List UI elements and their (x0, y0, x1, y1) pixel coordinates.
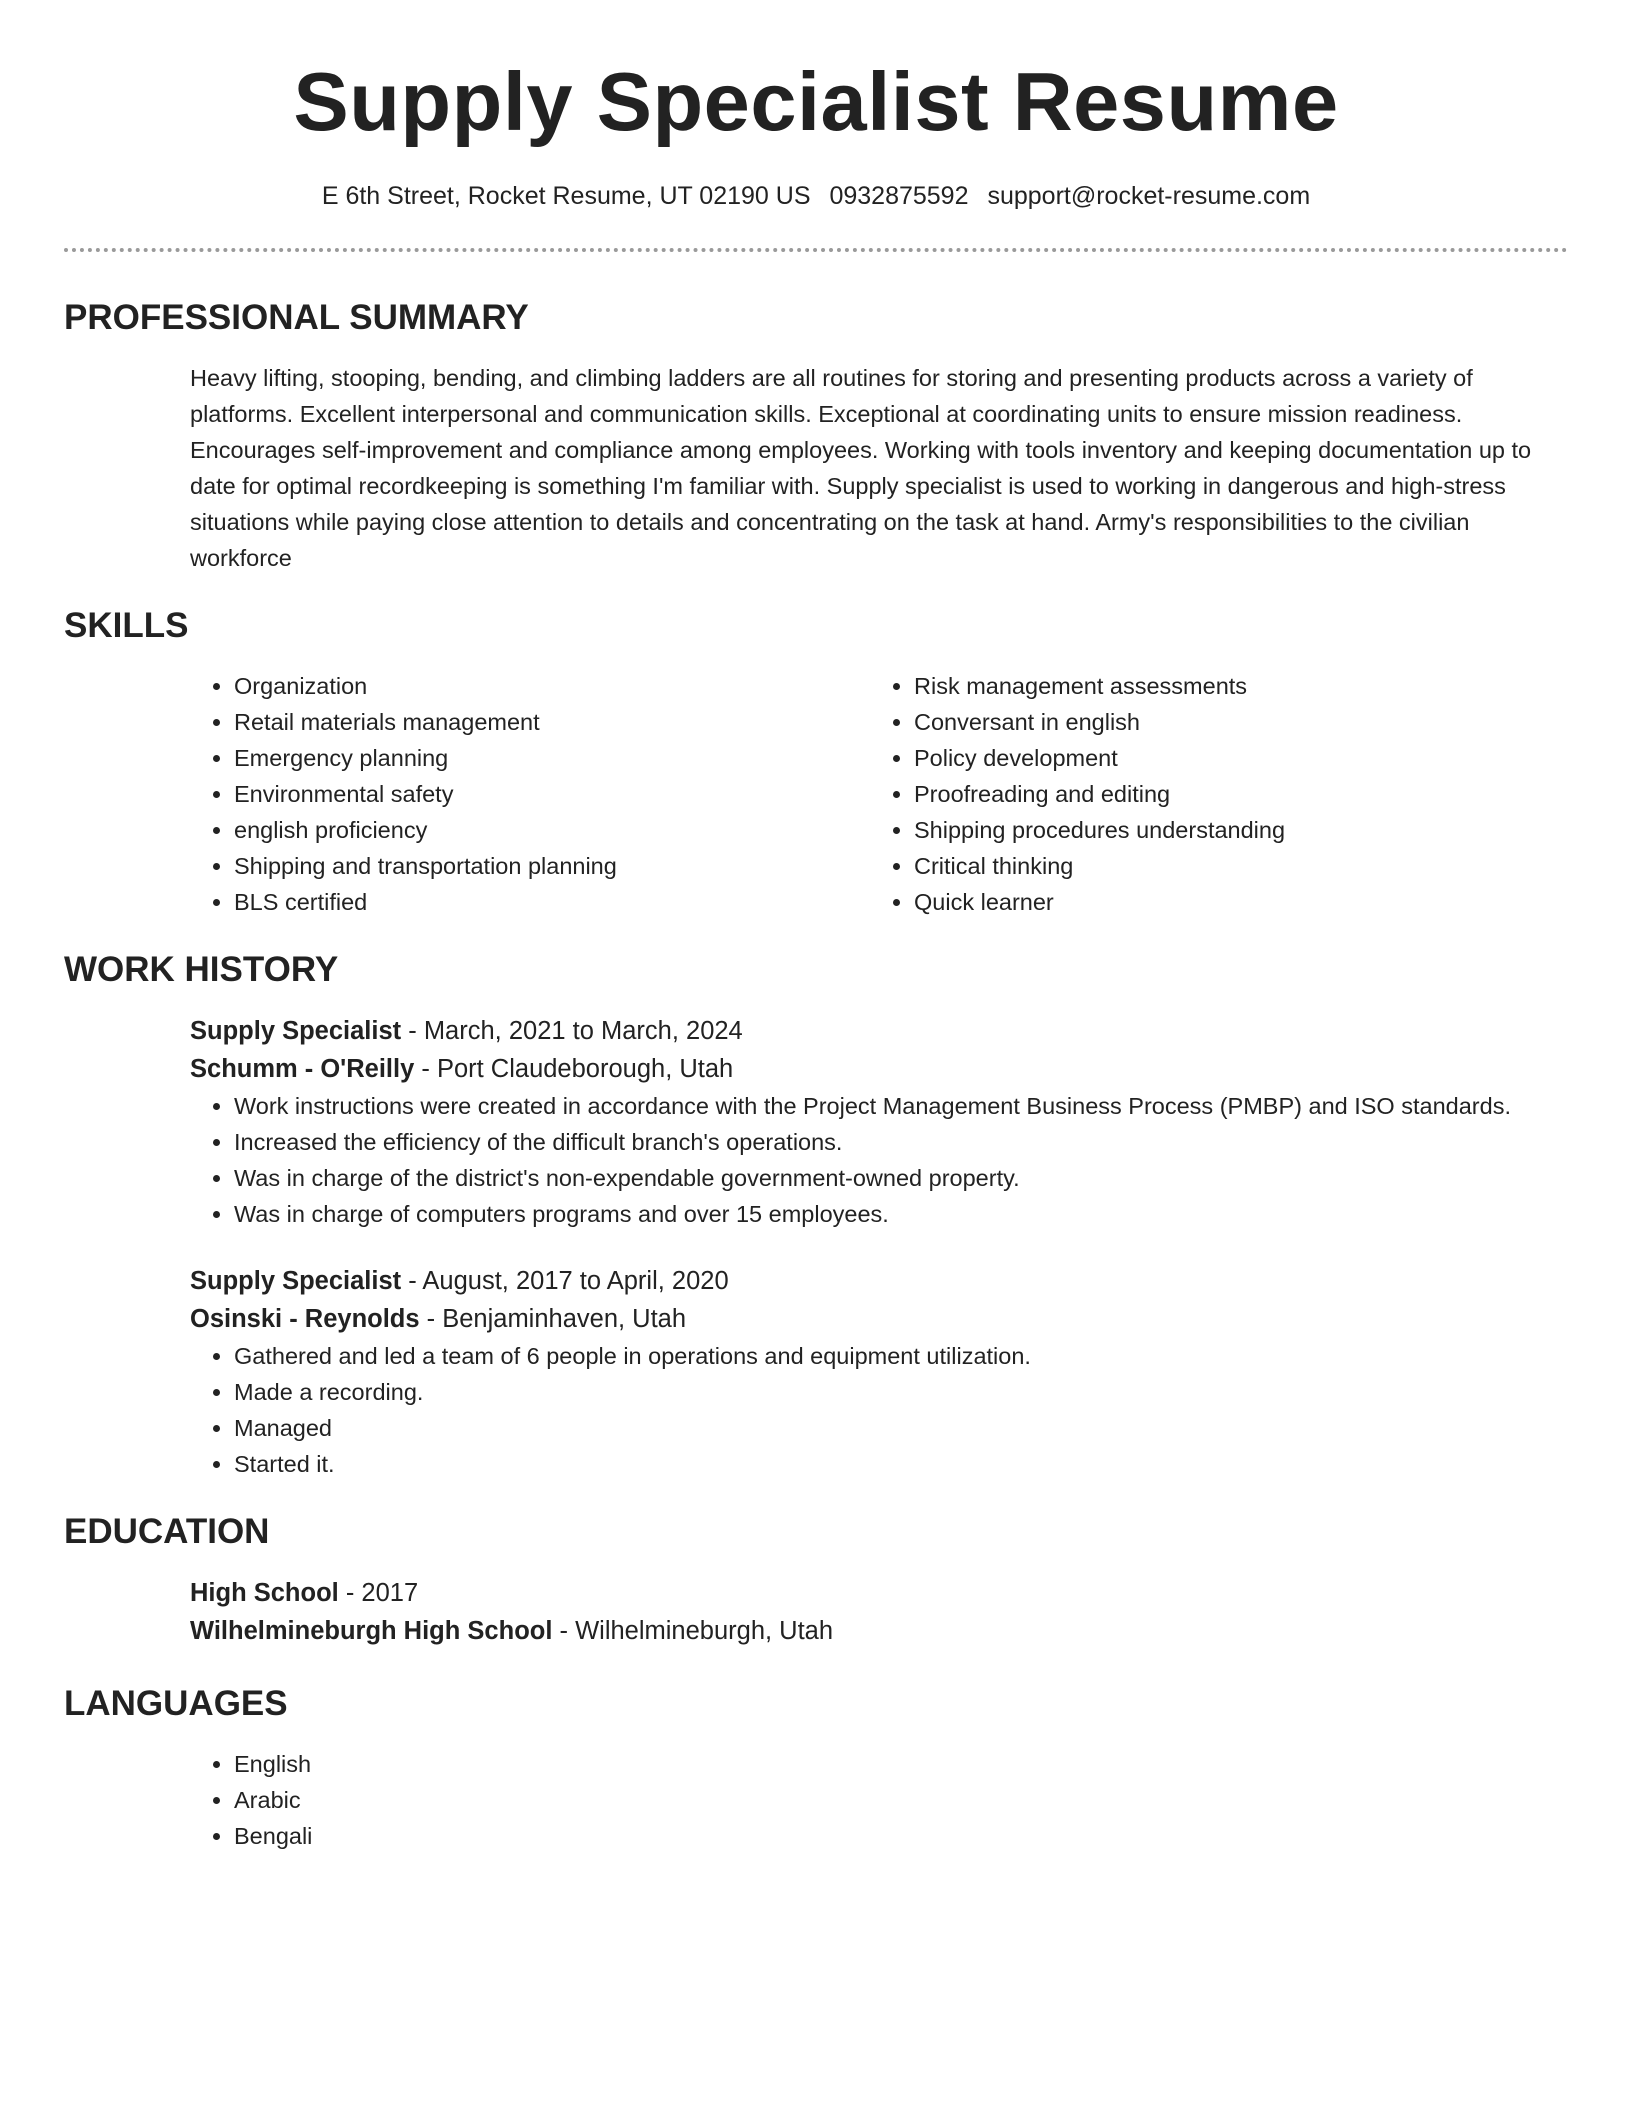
section-heading-languages: LANGUAGES (64, 1684, 288, 1723)
language-item: • Bengali (234, 1818, 1568, 1854)
skill-item: • Conversant in english (914, 704, 1550, 740)
education-degree-line (190, 1574, 1568, 1612)
languages-body (190, 1746, 1568, 1854)
section-heading-skills: SKILLS (64, 606, 189, 645)
language-item: • Arabic (234, 1782, 1568, 1818)
job-bullet: • Made a recording. (234, 1374, 1568, 1410)
job-entry (190, 1262, 1568, 1482)
job-entry (190, 1012, 1568, 1232)
contact-address: E 6th Street, Rocket Resume, UT 02190 US (321, 182, 811, 210)
skill-item: • Retail materials management (234, 704, 870, 740)
job-dates: - March, 2021 to March, 2024 (401, 1017, 743, 1045)
education-body (190, 1574, 1568, 1650)
job-location: - Port Claudeborough, Utah (414, 1055, 734, 1083)
job-bullet: • Work instructions were created in accordance with the Project Management Business Process (PMBP) and ISO standards. (234, 1088, 1568, 1124)
job-bullet: • Gathered and led a team of 6 people in operations and equipment utilization. (234, 1338, 1568, 1374)
job-company-line (190, 1050, 1568, 1088)
job-bullet-list (190, 1088, 1568, 1232)
work-history-body (190, 1012, 1568, 1482)
contact-phone: 0932875592 (829, 182, 969, 210)
job-bullet-list (190, 1338, 1568, 1482)
job-bullet: • Managed (234, 1410, 1568, 1446)
education-degree: High School (190, 1579, 339, 1607)
job-company-line (190, 1300, 1568, 1338)
section-heading-education: EDUCATION (64, 1512, 270, 1551)
resume-title: Supply Specialist Resume (293, 55, 1339, 148)
skill-item: • Policy development (914, 740, 1550, 776)
job-dates: - August, 2017 to April, 2020 (401, 1267, 729, 1295)
job-title: Supply Specialist (190, 1017, 402, 1045)
job-bullet: • Increased the efficiency of the difficult branch's operations. (234, 1124, 1568, 1160)
languages-list (190, 1746, 1568, 1854)
skills-column-right (870, 668, 1550, 920)
skill-item: • Emergency planning (234, 740, 870, 776)
job-bullet: • Started it. (234, 1446, 1568, 1482)
contact-email: support@rocket-resume.com (987, 182, 1311, 210)
language-item: • English (234, 1746, 1568, 1782)
section-heading-work-history: WORK HISTORY (64, 950, 339, 989)
skill-item: • Critical thinking (914, 848, 1550, 884)
skill-item: • Environmental safety (234, 776, 870, 812)
skills-list-right (870, 668, 1550, 920)
job-title-line (190, 1262, 1568, 1300)
skills-body (190, 668, 1568, 920)
job-title: Supply Specialist (190, 1267, 402, 1295)
job-bullet: • Was in charge of the district's non-expendable government-owned property. (234, 1160, 1568, 1196)
skill-item: • Shipping procedures understanding (914, 812, 1550, 848)
job-title-line (190, 1012, 1568, 1050)
skill-item: • english proficiency (234, 812, 870, 848)
job-company: Schumm - O'Reilly (190, 1055, 415, 1083)
skill-item: • BLS certified (234, 884, 870, 920)
job-location: - Benjaminhaven, Utah (419, 1305, 687, 1333)
education-year: - 2017 (338, 1579, 419, 1607)
section-heading-summary: PROFESSIONAL SUMMARY (64, 298, 529, 337)
education-school: Wilhelmineburgh High School (190, 1617, 553, 1645)
summary-body (190, 360, 1568, 576)
job-company: Osinski - Reynolds (190, 1305, 420, 1333)
skills-column-left (190, 668, 870, 920)
resume-header (64, 0, 1568, 214)
skill-item: • Shipping and transportation planning (234, 848, 870, 884)
contact-line (64, 178, 1568, 214)
skill-item: • Proofreading and editing (914, 776, 1550, 812)
skill-item: • Risk management assessments (914, 668, 1550, 704)
skills-grid (190, 668, 1568, 920)
education-school-line (190, 1612, 1568, 1650)
education-location: - Wilhelmineburgh, Utah (552, 1617, 834, 1645)
skill-item: • Organization (234, 668, 870, 704)
skill-item: • Quick learner (914, 884, 1550, 920)
skills-list-left (190, 668, 870, 920)
job-bullet: • Was in charge of computers programs and over 15 employees. (234, 1196, 1568, 1232)
header-divider (64, 248, 1568, 252)
summary-text: Heavy lifting, stooping, bending, and climbing ladders are all routines for storing and presenting products across a variety of platforms. Excellent interpersonal and communication skills. Exceptional at coordinating units to ensure mission readiness. Encourages self-improvement and compliance among employees. Working with tools inventory and keeping documentation up to date for optimal recordkeeping is something I'm familiar with. Supply specialist is used to working in dangerous and high-stress situations while paying close attention to details and concentrating on the task at hand. Army's responsibilities to the civilian workforce (190, 365, 1532, 571)
